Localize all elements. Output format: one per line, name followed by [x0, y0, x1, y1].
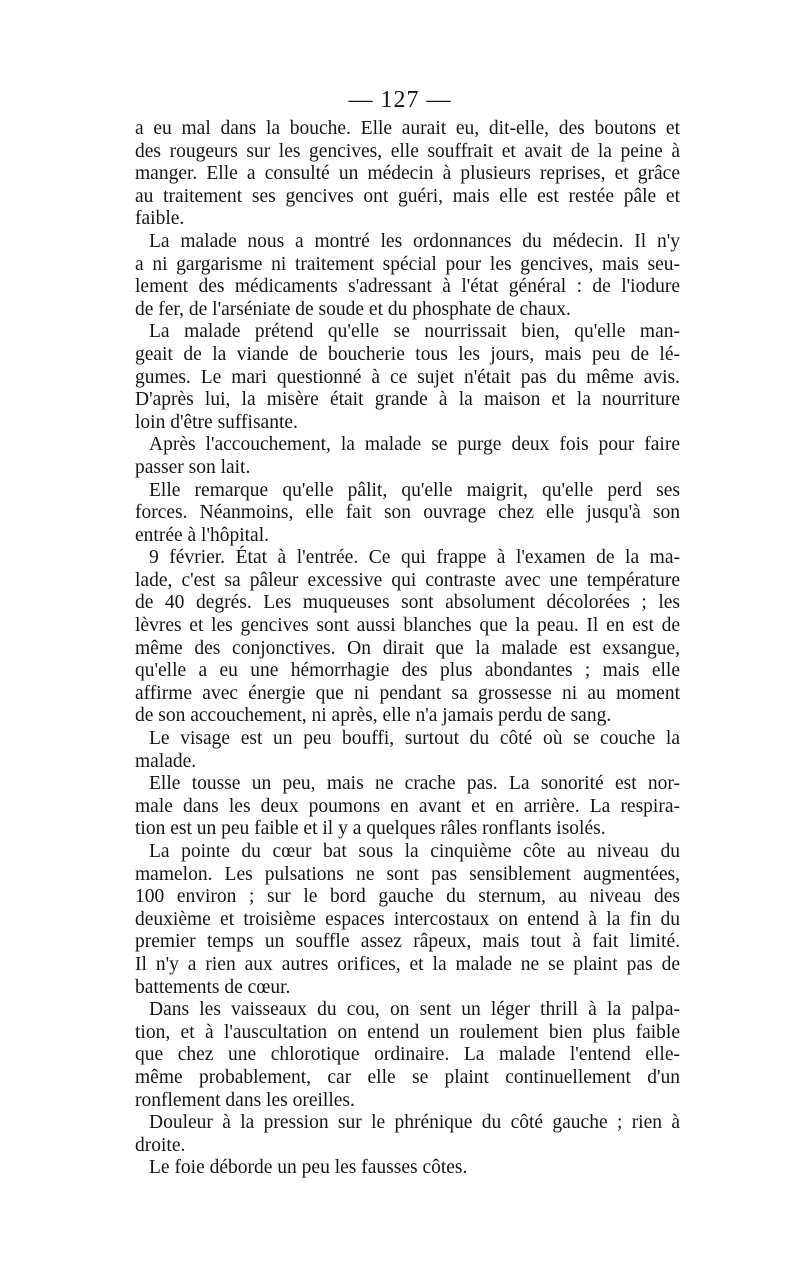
- text-line: 100 environ ; sur le bord gauche du sternum, au niveau des: [135, 886, 680, 908]
- text-line: forces. Néanmoins, elle fait son ouvrage chez elle jusqu'à son: [135, 502, 680, 524]
- text-line: de son accouchement, ni après, elle n'a jamais perdu de sang.: [135, 705, 612, 727]
- text-line: manger. Elle a consulté un médecin à plusieurs reprises, et grâce: [135, 163, 680, 185]
- text-line: Elle tousse un peu, mais ne crache pas. La sonorité est nor-: [149, 773, 680, 795]
- text-line: mamelon. Les pulsations ne sont pas sensiblement augmentées,: [135, 863, 680, 885]
- text-line: Le visage est un peu bouffi, surtout du côté où se couche la: [149, 728, 680, 750]
- text-line: loin d'être suffisante.: [135, 411, 298, 433]
- paragraph: [135, 321, 680, 434]
- text-line: D'après lui, la misère était grande à la maison et la nourriture: [135, 389, 680, 411]
- text-line: Il n'y a rien aux autres orifices, et la malade ne se plaint pas de: [135, 953, 680, 975]
- text-line: La malade nous a montré les ordonnances du médecin. Il n'y: [149, 230, 680, 252]
- text-line: droite.: [135, 1134, 186, 1156]
- text-line: passer son lait.: [135, 456, 251, 478]
- paragraph: [135, 773, 680, 841]
- text-line: Le foie déborde un peu les fausses côtes.: [149, 1157, 468, 1179]
- paragraph: [135, 434, 680, 479]
- text-line: malade.: [135, 750, 197, 772]
- text-line: lade, c'est sa pâleur excessive qui contraste avec une température: [135, 569, 680, 591]
- text-line: affirme avec énergie que ni pendant sa grossesse ni au moment: [135, 682, 680, 704]
- paragraph: [135, 999, 680, 1112]
- text-line: tion est un peu faible et il y a quelques râles ronflants isolés.: [135, 818, 606, 840]
- text-line: Elle remarque qu'elle pâlit, qu'elle maigrit, qu'elle perd ses: [149, 479, 680, 501]
- text-line: entrée à l'hôpital.: [135, 524, 269, 546]
- text-line: premier temps un souffle assez râpeux, mais tout à fait limité.: [135, 931, 680, 953]
- text-line: même probablement, car elle se plaint continuellement d'un: [135, 1066, 680, 1088]
- text-line: La malade prétend qu'elle se nourrissait bien, qu'elle man-: [149, 321, 680, 343]
- text-line: battements de cœur.: [135, 976, 291, 998]
- paragraph: [135, 231, 680, 321]
- text-line: Après l'accouchement, la malade se purge deux fois pour faire: [149, 434, 680, 456]
- page-number: — 127 —: [348, 87, 452, 113]
- text-line: 9 février. État à l'entrée. Ce qui frappe à l'examen de la ma-: [149, 547, 680, 569]
- text-line: deuxième et troisième espaces intercostaux on entend à la fin du: [135, 908, 680, 930]
- text-line: lèvres et les gencives sont aussi blanches que la peau. Il en est de: [135, 615, 680, 637]
- paragraph: [135, 547, 680, 728]
- paragraph: [135, 118, 680, 231]
- text-line: de 40 degrés. Les muqueuses sont absolument décolorées ; les: [135, 592, 680, 614]
- text-line: Douleur à la pression sur le phrénique du côté gauche ; rien à: [149, 1112, 680, 1134]
- text-line: faible.: [135, 208, 185, 230]
- text-line: Dans les vaisseaux du cou, on sent un léger thrill à la palpa-: [149, 999, 680, 1021]
- text-line: même des conjonctives. On dirait que la malade est exsangue,: [135, 637, 680, 659]
- text-line: au traitement ses gencives ont guéri, mais elle est restée pâle et: [135, 185, 680, 207]
- text-line: de fer, de l'arséniate de soude et du phosphate de chaux.: [135, 298, 571, 320]
- paragraph: [135, 480, 680, 548]
- paragraph: [135, 1112, 680, 1157]
- text-line: lement des médicaments s'adressant à l'état général : de l'iodure: [135, 276, 680, 298]
- text-line: qu'elle a eu une hémorrhagie des plus abondantes ; mais elle: [135, 660, 680, 682]
- text-line: geait de la viande de boucherie tous les jours, mais peu de lé-: [135, 343, 680, 365]
- body-text: [135, 118, 680, 1180]
- text-line: male dans les deux poumons en avant et en arrière. La respira-: [135, 795, 680, 817]
- paragraph: [135, 728, 680, 773]
- paragraph: [135, 841, 680, 999]
- text-line: des rougeurs sur les gencives, elle souffrait et avait de la peine à: [135, 140, 680, 162]
- text-line: tion, et à l'auscultation on entend un roulement bien plus faible: [135, 1021, 680, 1043]
- text-line: ronflement dans les oreilles.: [135, 1089, 355, 1111]
- text-line: La pointe du cœur bat sous la cinquième côte au niveau du: [149, 841, 680, 862]
- paragraph: [135, 1157, 680, 1180]
- text-line: que chez une chlorotique ordinaire. La malade l'entend elle-: [135, 1044, 680, 1066]
- text-line: gumes. Le mari questionné à ce sujet n'était pas du même avis.: [135, 366, 680, 388]
- text-line: a ni gargarisme ni traitement spécial pour les gencives, mais seu-: [135, 253, 680, 275]
- text-line: a eu mal dans la bouche. Elle aurait eu, dit-elle, des boutons et: [135, 118, 680, 139]
